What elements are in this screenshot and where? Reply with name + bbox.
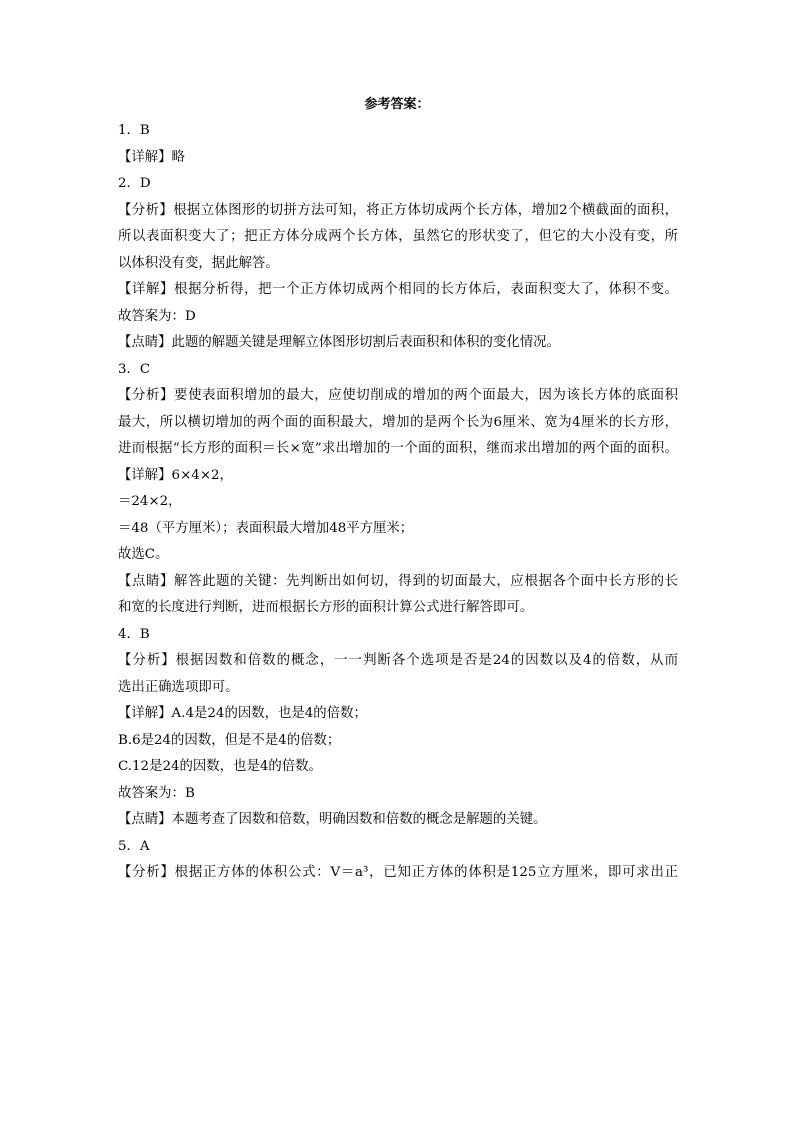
- text-line: 5．A: [118, 838, 150, 854]
- text-line: 【详解】略: [118, 149, 185, 165]
- text-line: 【点睛】本题考查了因数和倍数，明确因数和倍数的概念是解题的关键。: [118, 812, 547, 827]
- text-line: 1．B: [118, 123, 150, 138]
- text-line: 选出正确选项即可。: [118, 679, 239, 695]
- text-line: 【分析】根据立体图形的切拼方法可知，将正方体切成两个长方体，增加2个横截面的面积，: [118, 202, 678, 218]
- text-line: 故选C。: [118, 547, 169, 562]
- text-line: 【详解】A.4是24的因数，也是4的倍数；: [118, 706, 367, 721]
- text-line: 【分析】根据因数和倍数的概念，一一判断各个选项是否是24的因数以及4的倍数，从而: [118, 653, 678, 668]
- text-line: 【详解】根据分析得，把一个正方体切成两个相同的长方体后，表面积变大了，体积不变。: [118, 282, 678, 297]
- text-line: 3．C: [118, 361, 151, 377]
- text-line: 【分析】要使表面积增加的最大，应使切削成的增加的两个面最大，因为该长方体的底面积: [118, 388, 678, 403]
- text-line: 故答案为：D: [118, 308, 196, 324]
- text-line: 和宽的长度进行判断，进而根据长方形的面积计算公式进行解答即可。: [118, 600, 534, 615]
- text-line: C.12是24的因数，也是4的倍数。: [118, 759, 322, 774]
- page-title: 参考答案：: [364, 97, 430, 112]
- text-line: ＝24×2，: [118, 494, 182, 509]
- text-line: 4．B: [118, 626, 150, 642]
- text-line: 【点睛】解答此题的关键：先判断出如何切，得到的切面最大，应根据各个面中长方形的长: [118, 573, 678, 589]
- text-line: 最大，所以横切增加的两个面的面积最大，增加的是两个长为6厘米、宽为4厘米的长方形，: [118, 414, 678, 430]
- text-line: 故答案为：B: [118, 785, 195, 801]
- text-line: 【详解】6×4×2，: [118, 467, 233, 483]
- text-line: 进而根据“长方形的面积＝长×宽”求出增加的一个面的面积，继而求出增加的两个面的面积。: [118, 441, 678, 456]
- text-line: B.6是24的因数，但是不是4的倍数；: [118, 732, 341, 748]
- text-line: 2．D: [118, 176, 151, 191]
- text-line: 【分析】根据正方体的体积公式：V＝a³，已知正方体的体积是125立方厘米，即可求出正: [118, 865, 678, 880]
- text-line: 以体积没有变，据此解答。: [118, 255, 279, 271]
- text-line: 所以表面积变大了；把正方体分成两个长方体，虽然它的形状变了，但它的大小没有变，所: [118, 229, 678, 244]
- text-line: 【点睛】此题的解题关键是理解立体图形切割后表面积和体积的变化情况。: [118, 335, 560, 350]
- text-line: ＝48（平方厘米）；表面积最大增加48平方厘米；: [118, 520, 414, 536]
- answer-content: [118, 118, 678, 887]
